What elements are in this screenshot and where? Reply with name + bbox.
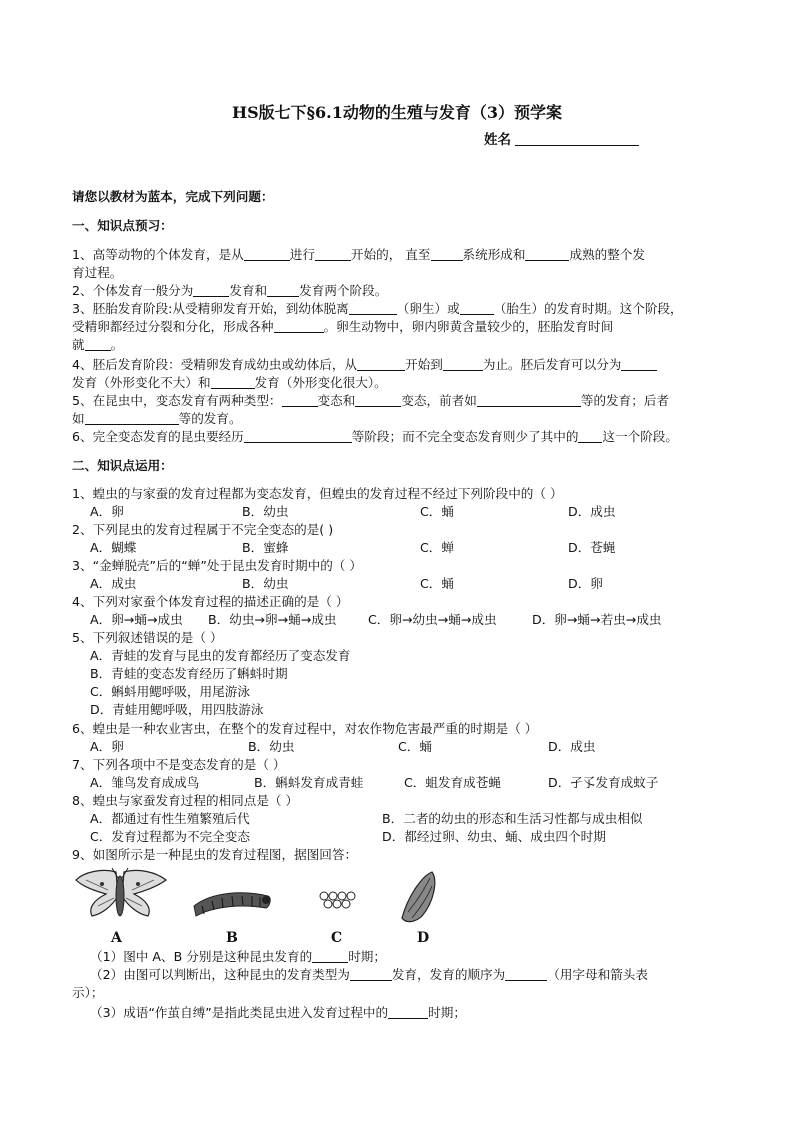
mc-q5-option-d[interactable]: D．青蛙用鳃呼吸，用四肢游泳 — [90, 702, 264, 717]
mc-q4-option-d[interactable]: D．卵→蛹→若虫→成虫 — [532, 612, 662, 627]
figure-label-a: A — [111, 930, 122, 946]
blank[interactable] — [443, 357, 483, 371]
mc-q1-option-d[interactable]: D．成虫 — [568, 504, 616, 519]
pupa-icon — [402, 872, 435, 922]
mc-q1-option-b[interactable]: B．幼虫 — [242, 504, 289, 519]
mc-q8-stem: 8、蝗虫与家蚕发育过程的相同点是（ ） — [72, 793, 299, 808]
mc-q4-option-c[interactable]: C．卵→幼虫→蛹→成虫 — [368, 612, 497, 627]
mc-q1-option-c[interactable]: C．蛹 — [420, 504, 454, 519]
mc-q6-stem: 6、蝗虫是一种农业害虫，在整个的发育过程中，对农作物危害最严重的时期是（ ） — [72, 721, 538, 736]
mc-q4-option-a[interactable]: A．卵→蛹→成虫 — [90, 612, 183, 627]
figure-label-b: B — [226, 930, 238, 946]
figure-label-d: D — [417, 930, 430, 946]
blank[interactable] — [578, 429, 602, 443]
mc-q2-option-b[interactable]: B．蜜蜂 — [242, 540, 289, 555]
blank[interactable] — [267, 283, 299, 297]
mc-q3-option-b[interactable]: B．幼虫 — [242, 576, 289, 591]
mc-q1-stem: 1、蝗虫的与家蚕的发育过程都为变态发育，但蝗虫的发育过程不经过下列阶段中的（ ） — [72, 486, 563, 501]
section2-heading: 二、知识点运用： — [72, 458, 173, 473]
mc-q2-option-a[interactable]: A．蝴蝶 — [90, 540, 137, 555]
blank[interactable] — [477, 393, 581, 407]
mc-q5-stem: 5、下列叙述错误的是（ ） — [72, 630, 223, 645]
q1-line2: 育过程。 — [72, 265, 123, 280]
mc-q5-option-a[interactable]: A．青蛙的发育与昆虫的发育都经历了变态发育 — [90, 648, 351, 663]
mc-q4-option-b[interactable]: B．幼虫→卵→蛹→成虫 — [208, 612, 337, 627]
q4-line2: 发育（外形变化不大）和 发育（外形变化很大）。 — [72, 375, 387, 390]
caterpillar-icon — [194, 893, 270, 916]
mc-q8-option-a[interactable]: A．都通过有性生殖繁殖后代 — [90, 811, 250, 826]
q3-line3: 就 。 — [72, 337, 124, 352]
q9-sub2-line2: 示）； — [72, 985, 104, 1000]
name-field[interactable] — [484, 128, 639, 148]
q1-line1: 1、高等动物的个体发育，是从 进行 开始的， 直至 系统形成和 成熟的整个发 — [72, 247, 646, 262]
blank[interactable] — [85, 411, 179, 425]
mc-q3-option-d[interactable]: D．卵 — [568, 576, 603, 591]
q4-line1: 4、胚后发育阶段：受精卵发育成幼虫或幼体后，从 开始到 为止。胚后发育可以分为 — [72, 356, 728, 373]
mc-q2-option-d[interactable]: D．苍蝇 — [568, 540, 616, 555]
mc-q8-option-d[interactable]: D．都经过卵、幼虫、蛹、成虫四个时期 — [382, 829, 606, 844]
blank[interactable] — [244, 247, 290, 261]
mc-q7-option-b[interactable]: B．蝌蚪发育成青蛙 — [254, 775, 364, 790]
q3-line2: 受精卵都经过分裂和分化，形成各种 。卵生动物中，卵内卵黄含量较少的，胚胎发育时间 — [72, 319, 614, 334]
q9-sub2-line1: （2）由图可以判断出，这种昆虫的发育类型为 发育，发育的顺序为 （用字母和箭头表 — [90, 967, 648, 982]
q9-sub1: （1）图中 A、B 分别是这种昆虫发育的 时期； — [90, 949, 386, 964]
moth-icon — [76, 868, 166, 916]
mc-q5-option-c[interactable]: C．蝌蚪用鳃呼吸，用尾游泳 — [90, 684, 250, 699]
blank[interactable] — [621, 357, 657, 371]
blank[interactable] — [244, 429, 352, 443]
blank[interactable] — [349, 301, 397, 315]
mc-q8-option-b[interactable]: B．二者的幼虫的形态和生活习性都与成虫相似 — [382, 811, 643, 826]
blank[interactable] — [85, 337, 111, 351]
blank[interactable] — [431, 247, 463, 261]
name-blank[interactable] — [515, 131, 639, 146]
blank[interactable] — [525, 247, 569, 261]
mc-q3-option-a[interactable]: A．成虫 — [90, 576, 137, 591]
mc-q3-option-c[interactable]: C．蛹 — [420, 576, 454, 591]
q6: 6、完全变态发育的昆虫要经历 等阶段；而不完全变态发育则少了其中的 这一个阶段。 — [72, 429, 678, 444]
blank[interactable] — [274, 319, 324, 333]
page-title: HS版七下§6.1动物的生殖与发育（3）预学案 — [231, 103, 562, 122]
instructions: 请您以教材为蓝本，完成下列问题： — [72, 189, 274, 204]
mc-q7-option-d[interactable]: D．孑孓发育成蚊子 — [548, 775, 659, 790]
blank[interactable] — [350, 967, 392, 981]
q9-sub3: （3）成语“作茧自缚”是指此类昆虫进入发育过程中的 时期； — [90, 1005, 466, 1020]
q5-line2: 如 等的发育。 — [72, 411, 242, 426]
mc-q4-stem: 4、下列对家蚕个体发育过程的描述正确的是（ ） — [72, 594, 349, 609]
mc-q5-option-b[interactable]: B．青蛙的变态发育经历了蝌蚪时期 — [90, 666, 288, 681]
name-label: 姓名 — [484, 132, 511, 148]
mc-q2-option-c[interactable]: C．蝉 — [420, 540, 454, 555]
figure-label-c: C — [331, 930, 343, 946]
blank[interactable] — [388, 1005, 428, 1019]
mc-q6-option-a[interactable]: A．卵 — [90, 739, 124, 754]
mc-q3-stem: 3、“金蝉脱壳”后的“蝉”处于昆虫发育时期中的（ ） — [72, 558, 362, 573]
blank[interactable] — [505, 967, 547, 981]
blank[interactable] — [355, 393, 401, 407]
blank[interactable] — [193, 283, 229, 297]
mc-q1-option-a[interactable]: A．卵 — [90, 504, 124, 519]
q2: 2、个体发育一般分为 发育和 发育两个阶段。 — [72, 283, 388, 298]
blank[interactable] — [211, 375, 255, 389]
insect-life-cycle-figure — [72, 866, 452, 946]
mc-q6-option-c[interactable]: C．蛹 — [398, 739, 432, 754]
blank[interactable] — [282, 393, 318, 407]
eggs-icon — [320, 892, 355, 908]
mc-q7-stem: 7、下列各项中不是变态发育的是（ ） — [72, 757, 286, 772]
blank[interactable] — [312, 949, 348, 963]
mc-q6-option-b[interactable]: B．幼虫 — [248, 739, 295, 754]
q5-line1: 5、在昆虫中，变态发育有两种类型： 变态和 变态，前者如 等的发育；后者 — [72, 393, 670, 408]
mc-q7-option-c[interactable]: C．蛆发育成苍蝇 — [404, 775, 501, 790]
blank[interactable] — [357, 357, 405, 371]
mc-q8-option-c[interactable]: C．发育过程都为不完全变态 — [90, 829, 250, 844]
mc-q7-option-a[interactable]: A．雏鸟发育成成鸟 — [90, 775, 200, 790]
blank[interactable] — [460, 301, 494, 315]
q3-line1: 3、胚胎发育阶段:从受精卵发育开始，到幼体脱离 （卵生）或 （胎生）的发育时期。这个阶段， — [72, 301, 683, 316]
mc-q2-stem: 2、下列昆虫的发育过程属于不完全变态的是( ) — [72, 522, 334, 537]
q9-stem: 9、如图所示是一种昆虫的发育过程图，据图回答： — [72, 847, 358, 862]
mc-q6-option-d[interactable]: D．成虫 — [548, 739, 596, 754]
section1-heading: 一、知识点预习： — [72, 218, 173, 233]
blank[interactable] — [315, 247, 351, 261]
